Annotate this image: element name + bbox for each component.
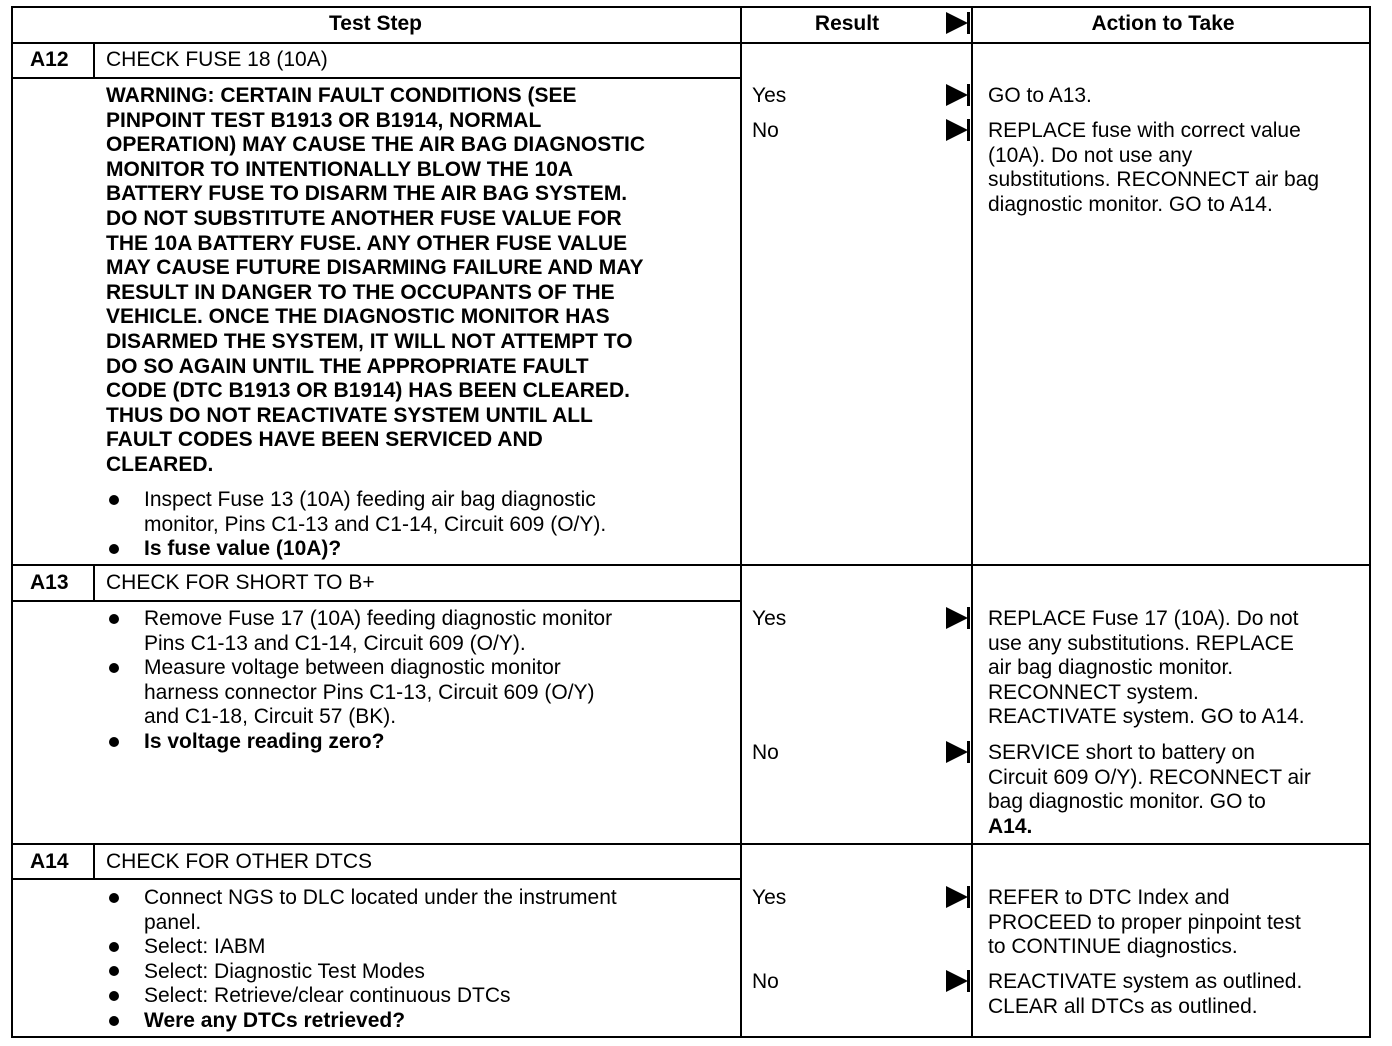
warning-line: BATTERY FUSE TO DISARM THE AIR BAG SYSTEM. — [106, 182, 628, 206]
a12-title-bottom-border — [11, 77, 740, 79]
bullet-icon — [109, 942, 119, 952]
action-text: REPLACE Fuse 17 (10A). Do not — [988, 607, 1299, 630]
warning-line: MONITOR TO INTENTIONALLY BLOW THE 10A — [106, 157, 574, 181]
action-text: air bag diagnostic monitor. — [988, 656, 1234, 680]
result-label-no: No — [752, 119, 779, 142]
result-label-yes: Yes — [752, 886, 787, 909]
action-text: SERVICE short to battery on — [988, 741, 1255, 764]
step-id-a14: A14 — [30, 850, 69, 873]
action-text: (10A). Do not use any — [988, 143, 1193, 167]
warning-line: THUS DO NOT REACTIVATE SYSTEM UNTIL ALL — [106, 403, 593, 427]
bullet-question: Were any DTCs retrieved? — [144, 1009, 406, 1032]
action-text: CLEAR all DTCs as outlined. — [988, 994, 1258, 1018]
step-title-a12: CHECK FUSE 18 (10A) — [106, 48, 328, 71]
action-column-left-border — [971, 6, 973, 1038]
warning-line: DISARMED THE SYSTEM, IT WILL NOT ATTEMPT TO — [106, 330, 633, 353]
action-text: REACTIVATE system. GO to A14. — [988, 705, 1305, 729]
action-text: substitutions. RECONNECT air bag — [988, 168, 1320, 192]
warning-line: RESULT IN DANGER TO THE OCCUPANTS OF THE — [106, 280, 615, 304]
action-text: to CONTINUE diagnostics. — [988, 935, 1238, 959]
warning-line: VEHICLE. ONCE THE DIAGNOSTIC MONITOR HAS — [106, 305, 610, 329]
bullet-text: monitor, Pins C1-13 and C1-14, Circuit 609 (O/Y). — [144, 512, 607, 536]
bullet-icon — [109, 614, 119, 624]
bullet-text: Connect NGS to DLC located under the instrument — [144, 886, 617, 909]
action-text: PROCEED to proper pinpoint test — [988, 910, 1301, 934]
warning-line: DO NOT SUBSTITUTE ANOTHER FUSE VALUE FOR — [106, 207, 622, 230]
warning-line: MAY CAUSE FUTURE DISARMING FAILURE AND MAY — [106, 256, 644, 280]
step-id-a13: A13 — [30, 571, 69, 594]
warning-line: CLEARED. — [106, 453, 214, 476]
header-action: Action to Take — [1091, 12, 1235, 35]
bullet-icon — [109, 966, 119, 976]
bullet-icon — [109, 1016, 119, 1026]
table-right-border — [1369, 6, 1371, 1038]
action-text: bag diagnostic monitor. GO to — [988, 790, 1266, 814]
action-text: Circuit 609 O/Y). RECONNECT air — [988, 765, 1311, 789]
bullet-text: panel. — [144, 910, 202, 934]
action-text: diagnostic monitor. GO to A14. — [988, 192, 1273, 216]
warning-line: THE 10A BATTERY FUSE. ANY OTHER FUSE VALUE — [106, 231, 628, 255]
bullet-icon — [109, 991, 119, 1001]
a13-bottom-border — [11, 843, 1371, 845]
bullet-text: Pins C1-13 and C1-14, Circuit 609 (O/Y). — [144, 631, 526, 655]
bullet-icon — [109, 737, 119, 747]
warning-line: WARNING: CERTAIN FAULT CONDITIONS (SEE — [106, 84, 577, 107]
bullet-text: Remove Fuse 17 (10A) feeding diagnostic monitor — [144, 607, 613, 630]
id-divider-a13 — [93, 564, 95, 602]
warning-line: DO SO AGAIN UNTIL THE APPROPRIATE FAULT — [106, 354, 589, 378]
id-divider-a12 — [93, 42, 95, 79]
bullet-text: Select: IABM — [144, 935, 266, 959]
warning-line: FAULT CODES HAVE BEEN SERVICED AND — [106, 428, 543, 452]
bullet-icon — [109, 893, 119, 903]
step-title-a14: CHECK FOR OTHER DTCS — [106, 850, 373, 873]
id-divider-a14 — [93, 843, 95, 880]
bullet-question: Is fuse value (10A)? — [144, 537, 342, 560]
table-bottom-border — [11, 1036, 1371, 1038]
warning-line: OPERATION) MAY CAUSE THE AIR BAG DIAGNOSTIC — [106, 133, 646, 157]
header-bottom-border — [11, 42, 1371, 44]
a13-title-bottom-border — [11, 600, 740, 602]
result-column-left-border — [740, 6, 742, 1038]
result-label-yes: Yes — [752, 84, 787, 107]
warning-line: CODE (DTC B1913 OR B1914) HAS BEEN CLEARED. — [106, 379, 630, 403]
table-top-border — [11, 6, 1371, 8]
header-result: Result — [814, 12, 880, 35]
bullet-text: Inspect Fuse 13 (10A) feeding air bag diagnostic — [144, 488, 596, 511]
bullet-icon — [109, 495, 119, 505]
bullet-question: Is voltage reading zero? — [144, 730, 385, 753]
action-text: A14. — [988, 814, 1033, 838]
a14-title-bottom-border — [11, 878, 740, 880]
header-test-step: Test Step — [329, 12, 422, 35]
bullet-text: Select: Diagnostic Test Modes — [144, 959, 425, 983]
result-label-yes: Yes — [752, 607, 787, 630]
action-text: GO to A13. — [988, 84, 1092, 107]
bullet-text: Measure voltage between diagnostic monitor — [144, 656, 561, 680]
action-text: RECONNECT system. — [988, 680, 1199, 704]
table-left-border — [11, 6, 13, 1038]
step-id-a12: A12 — [30, 48, 69, 71]
result-label-no: No — [752, 741, 779, 764]
step-title-a13: CHECK FOR SHORT TO B+ — [106, 571, 375, 594]
result-label-no: No — [752, 970, 779, 993]
bullet-icon — [109, 544, 119, 554]
action-text: REPLACE fuse with correct value — [988, 119, 1301, 142]
action-text: REFER to DTC Index and — [988, 886, 1230, 909]
bullet-text: and C1-18, Circuit 57 (BK). — [144, 705, 397, 729]
action-text: REACTIVATE system as outlined. — [988, 970, 1303, 993]
warning-line: PINPOINT TEST B1913 OR B1914, NORMAL — [106, 108, 542, 132]
bullet-icon — [109, 663, 119, 673]
action-text: use any substitutions. REPLACE — [988, 631, 1294, 655]
a12-bottom-border — [11, 564, 1371, 566]
bullet-text: Select: Retrieve/clear continuous DTCs — [144, 984, 511, 1008]
bullet-text: harness connector Pins C1-13, Circuit 609 (O/Y) — [144, 680, 595, 704]
